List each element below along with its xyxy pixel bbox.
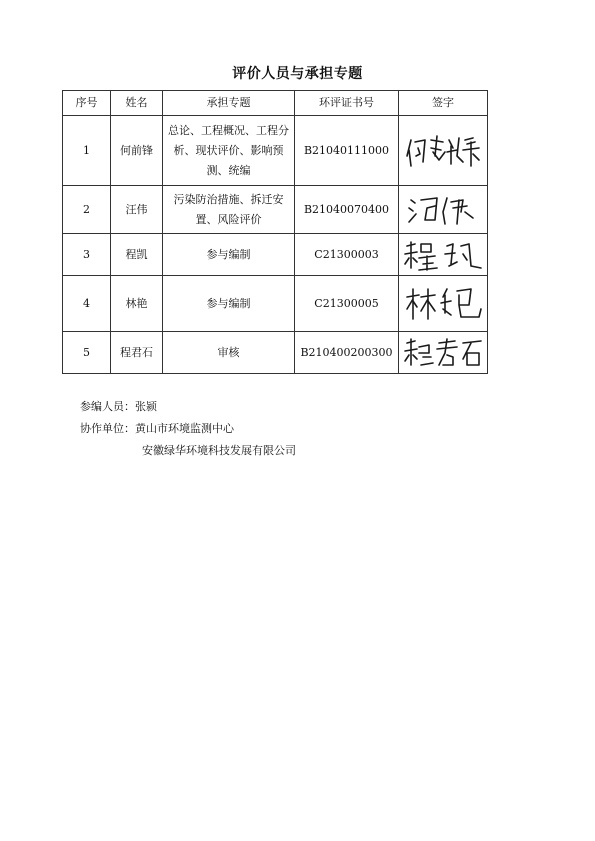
signature-image xyxy=(399,276,488,332)
cell-name: 林艳 xyxy=(111,276,163,332)
header-cert: 环评证书号 xyxy=(295,91,399,116)
table-row xyxy=(63,186,488,234)
cell-topic: 审核 xyxy=(163,332,295,374)
cell-name: 汪伟 xyxy=(111,186,163,234)
header-signature: 签字 xyxy=(399,91,488,116)
cell-cert: B21040070400 xyxy=(295,186,399,234)
table-row xyxy=(63,332,488,374)
cell-no: 5 xyxy=(63,332,111,374)
cell-no: 3 xyxy=(63,234,111,276)
participants-value: 张颍 xyxy=(135,400,157,413)
cell-topic: 参与编制 xyxy=(163,234,295,276)
cooperator-item: 安徽绿华环境科技发展有限公司 xyxy=(142,444,296,457)
cell-no: 4 xyxy=(63,276,111,332)
participants-line xyxy=(80,396,296,418)
notes-section xyxy=(80,396,296,462)
table-row xyxy=(63,276,488,332)
cell-cert: C21300005 xyxy=(295,276,399,332)
participants-label: 参编人员： xyxy=(80,400,135,413)
signature-image xyxy=(399,234,488,276)
header-no: 序号 xyxy=(63,91,111,116)
cell-name: 程君石 xyxy=(111,332,163,374)
header-name: 姓名 xyxy=(111,91,163,116)
cell-name: 何前锋 xyxy=(111,116,163,186)
cooperators-label: 协作单位： xyxy=(80,422,135,435)
signature-image xyxy=(399,186,488,234)
staff-table xyxy=(62,90,488,374)
cell-name: 程凯 xyxy=(111,234,163,276)
cooperators-line-2 xyxy=(80,440,296,462)
header-topic: 承担专题 xyxy=(163,91,295,116)
table-row xyxy=(63,116,488,186)
cell-cert: B21040111000 xyxy=(295,116,399,186)
cell-no: 2 xyxy=(63,186,111,234)
cooperator-item: 黄山市环境监测中心 xyxy=(135,422,234,435)
signature-image xyxy=(399,116,488,186)
cooperators-line xyxy=(80,418,296,440)
cell-topic: 参与编制 xyxy=(163,276,295,332)
cell-topic: 污染防治措施、拆迁安置、风险评价 xyxy=(163,186,295,234)
cell-no: 1 xyxy=(63,116,111,186)
table-header-row xyxy=(63,91,488,116)
cell-cert: C21300003 xyxy=(295,234,399,276)
table-row xyxy=(63,234,488,276)
signature-image xyxy=(399,332,488,374)
document-title: 评价人员与承担专题 xyxy=(232,66,363,82)
cell-cert: B210400200300 xyxy=(295,332,399,374)
cell-topic: 总论、工程概况、工程分析、现状评价、影响预测、统编 xyxy=(163,116,295,186)
